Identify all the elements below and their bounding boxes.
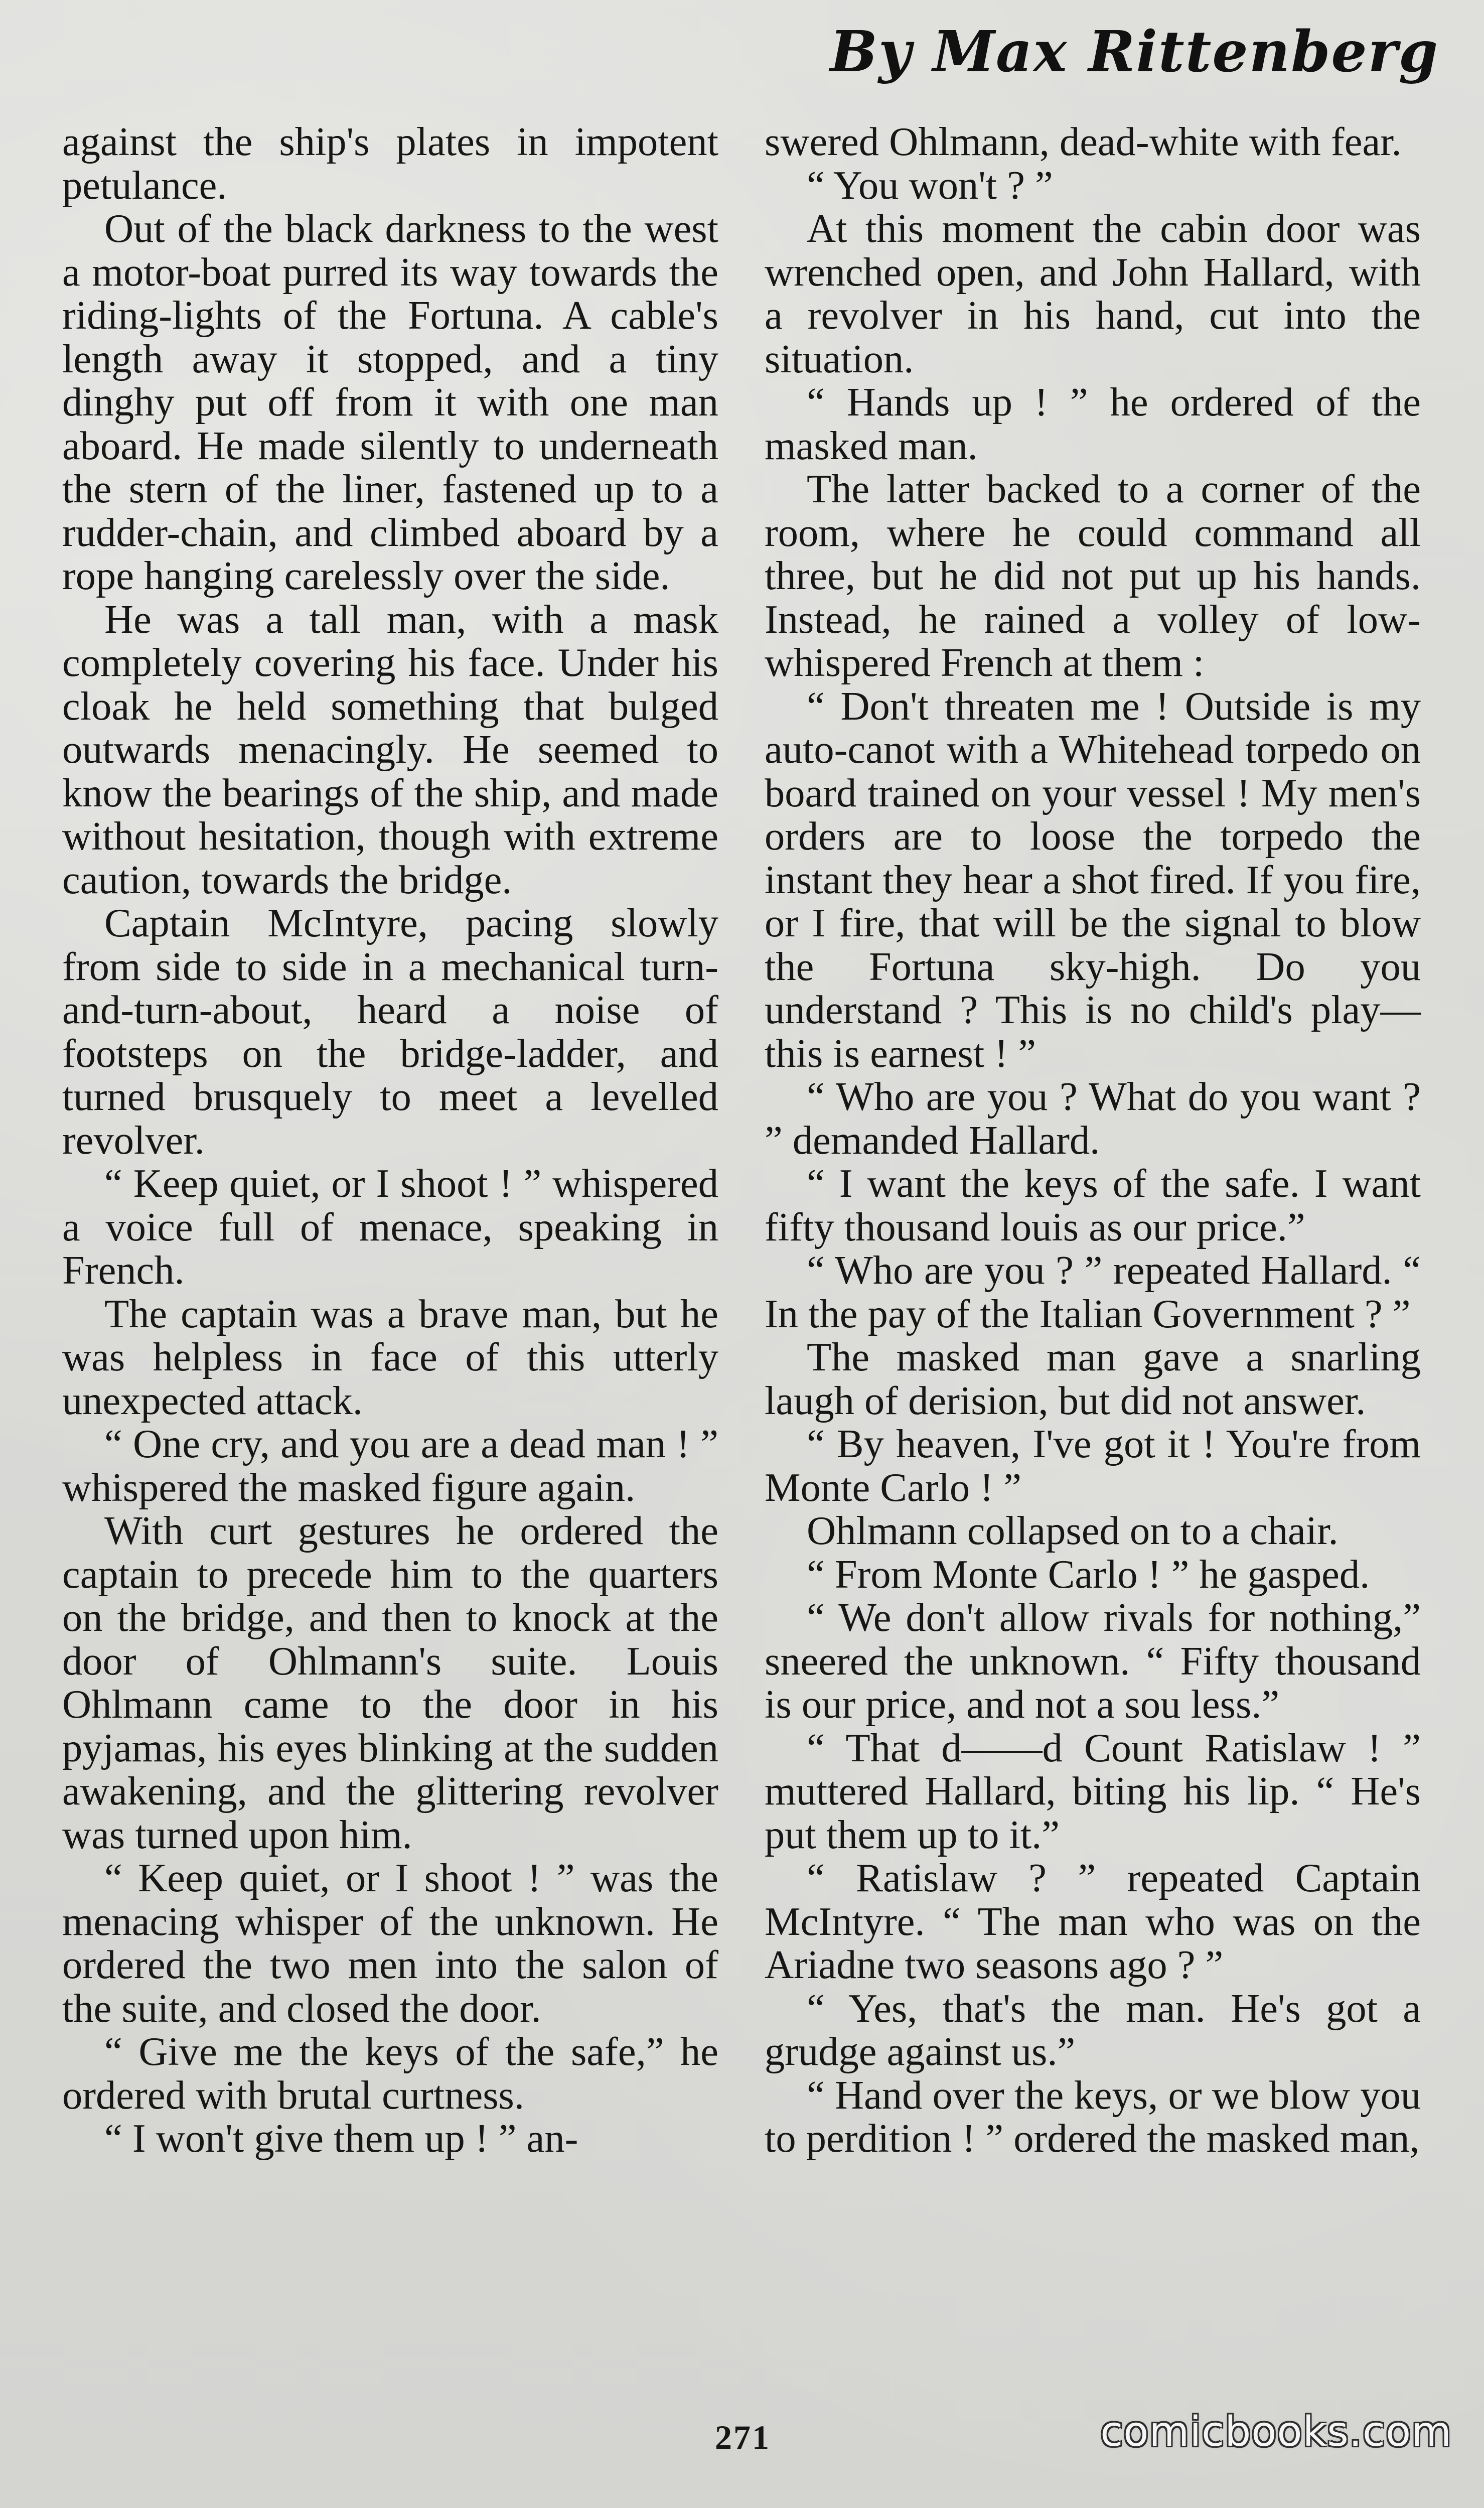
paragraph: “ I want the keys of the safe. I want fifty thousand louis as our price.”: [765, 1161, 1421, 1249]
paragraph: “ Who are you ? What do you want ? ” demanded Hallard.: [765, 1074, 1421, 1163]
paragraph: “ I won't give them up ! ” an-: [104, 2116, 578, 2161]
paragraph: “ You won't ? ”: [807, 163, 1053, 208]
paragraph: At this moment the cabin door was wrenched open, and John Hallard, with a revolver in his hand, cut into the situation.: [765, 206, 1421, 381]
site-watermark: comicbooks.com: [1100, 2408, 1452, 2456]
left-column: [62, 120, 718, 2161]
paragraph: The latter backed to a corner of the room, where he could command all three, but he did not put up his hands. Instead, he rained a volley of low-whispered French at them :: [765, 467, 1421, 685]
paragraph: “ That d——d Count Ratislaw ! ” muttered Hallard, biting his lip. “ He's put them up to it.”: [765, 1725, 1421, 1857]
paragraph: against the ship's plates in impotent petulance.: [62, 119, 718, 208]
paragraph: “ Ratislaw ? ” repeated Captain McIntyre. “ The man who was on the Ariadne two seasons ago ? ”: [765, 1856, 1421, 1987]
paragraph: “ Yes, that's the man. He's got a grudge against us.”: [765, 1986, 1421, 2074]
paragraph: The captain was a brave man, but he was helpless in face of this utterly unexpected attack.: [62, 1291, 718, 1423]
paragraph: “ By heaven, I've got it ! You're from Monte Carlo ! ”: [765, 1422, 1421, 1510]
paragraph: Ohlmann collapsed on to a chair.: [807, 1508, 1339, 1553]
paragraph: “ Don't threaten me ! Outside is my auto-canot with a Whitehead torpedo on board trained on your vessel ! My men's orders are to loose the torpedo the instant they hear a shot fired. If you fire, or I fire, that will be the signal to blow the Fortuna sky-high. Do you understand ? This is no child's play—this is earnest ! ”: [765, 683, 1421, 1076]
paragraph: “ One cry, and you are a dead man ! ” whispered the masked figure again.: [62, 1422, 718, 1510]
paragraph: “ We don't allow rivals for nothing,” sneered the unknown. “ Fifty thousand is our price, and not a sou less.”: [765, 1595, 1421, 1727]
paragraph: The masked man gave a snarling laugh of derision, but did not answer.: [765, 1335, 1421, 1423]
paragraph: “ Keep quiet, or I shoot ! ” was the menacing whisper of the unknown. He ordered the two men into the salon of the suite, and closed the door.: [62, 1856, 718, 2031]
paragraph: “ Keep quiet, or I shoot ! ” whispered a voice full of menace, speaking in French.: [62, 1161, 718, 1293]
paragraph: Captain McIntyre, pacing slowly from side to side in a mechanical turn-and-turn-about, heard a noise of footsteps on the bridge-ladder, and turned brusquely to meet a levelled revolver.: [62, 901, 718, 1163]
paragraph: swered Ohlmann, dead-white with fear.: [765, 119, 1402, 164]
paragraph: “ Who are you ? ” repeated Hallard. “ In the pay of the Italian Government ? ”: [765, 1248, 1421, 1336]
right-column: [765, 120, 1421, 2161]
author-byline: By Max Rittenberg: [830, 19, 1439, 85]
paragraph: “ Hand over the keys, or we blow you to perdition ! ” ordered the masked man,: [765, 2072, 1421, 2161]
page-number: 271: [715, 2418, 771, 2456]
paragraph: “ Give me the keys of the safe,” he ordered with brutal curtness.: [62, 2029, 718, 2118]
paragraph: “ Hands up ! ” he ordered of the masked man.: [765, 380, 1421, 468]
paragraph: He was a tall man, with a mask completely covering his face. Under his cloak he held something that bulged outwards menacingly. He seemed to know the bearings of the ship, and made without hesitation, though with extreme caution, towards the bridge.: [62, 597, 718, 902]
paragraph: Out of the black darkness to the west a motor-boat purred its way towards the riding-lights of the Fortuna. A cable's length away it stopped, and a tiny dinghy put off from it with one man aboard. He made silently to underneath the stern of the liner, fastened up to a rudder-chain, and climbed aboard by a rope hanging carelessly over the side.: [62, 206, 718, 598]
paragraph: With curt gestures he ordered the captain to precede him to the quarters on the bridge, and then to knock at the door of Ohlmann's suite. Louis Ohlmann came to the door in his pyjamas, his eyes blinking at the sudden awakening, and the glittering revolver was turned upon him.: [62, 1508, 718, 1857]
paragraph: “ From Monte Carlo ! ” he gasped.: [807, 1552, 1370, 1597]
